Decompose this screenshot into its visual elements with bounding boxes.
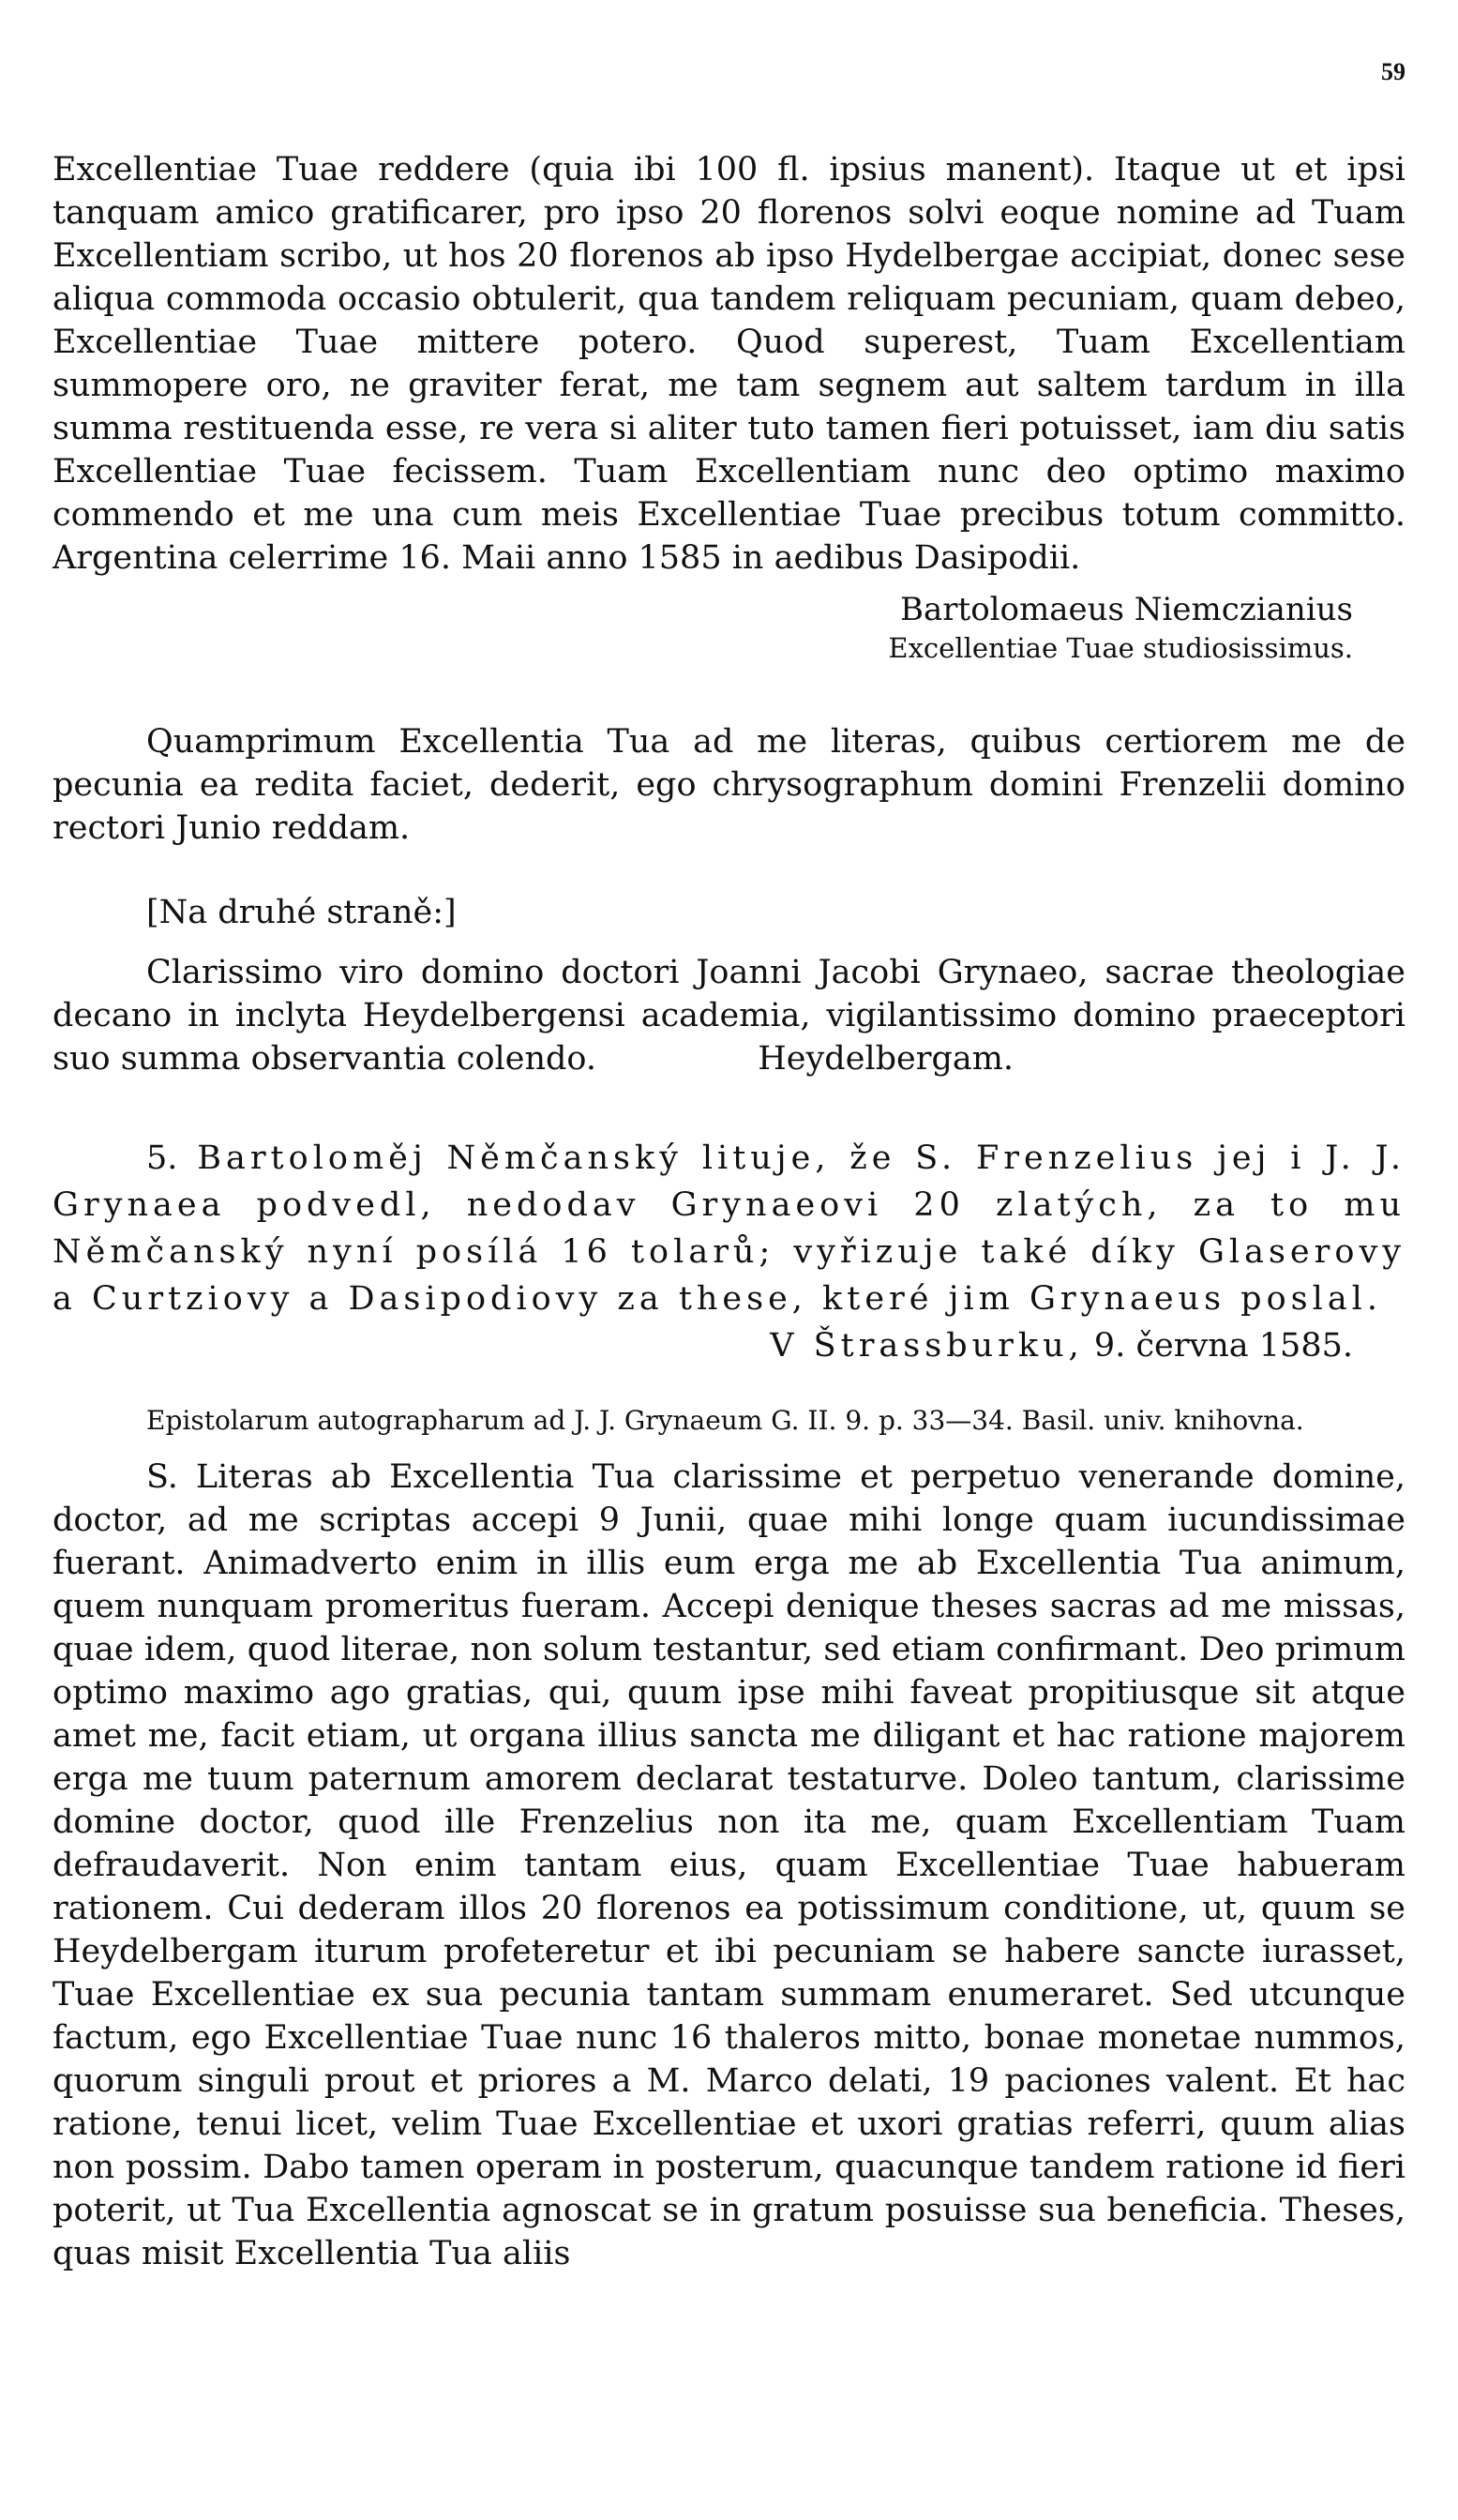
signature-subscription: Excellentiae Tuae studiosissimus. <box>888 632 1353 664</box>
summary-place-date <box>53 1322 1353 1369</box>
summary-date: 9. června 1585. <box>1093 1327 1353 1365</box>
letter-body-paragraph: S. Literas ab Excellentia Tua clarissime et perpetuo venerande domine, doctor, ad me scriptas accepi 9 Junii, quae mihi longe quam iucundissimae fuerant. Animadverto enim in illis eum erga me ab Excellentia Tua animum, quem nunquam promeritus fueram. Accepi denique theses sacras ad me missas, quae idem, quod literae, non solum testantur, sed etiam confirmant. Deo primum optimo maximo ago gratias, qui, quum ipse mihi faveat propitiusque sit atque amet me, facit etiam, ut organa illius sancta me diligant et hac ratione majorem erga me tuum paternum amorem declarat testaturve. Doleo tantum, clarissime domine doctor, quod ille Frenzelius non ita me, quam Excellentiam Tuam defraudaverit. Non enim tantam eius, quam Excellentiae Tuae habueram rationem. Cui dederam illos 20 florenos ea potissimum conditione, ut, quum se Heydelbergam iturum profeteretur et ibi pecuniam se habere sancte iurasset, Tuae Excellentiae ex sua pecunia tantam summam enumeraret. Sed utcunque factum, ego Excellentiae Tuae nunc 16 thaleros mitto, bonae monetae nummos, quorum singuli prout et priores a M. Marco delati, 19 paciones valent. Et hac ratione, tenui licet, velim Tuae Excellentiae et uxori gratias referri, quum alias non possim. Dabo tamen operam in posterum, quacunque tandem ratione id fieri poterit, ut Tua Excellentia agnoscat se in gratum posuisse sua beneficia. Theses, quas misit Excellentia Tua aliis <box>53 1458 1405 2272</box>
reverse-side-label: [Na druhé straně:] <box>146 894 457 931</box>
page-content <box>53 148 1405 2275</box>
page-number: 59 <box>1381 58 1405 85</box>
letter-end-paragraph: Excellentiae Tuae reddere (quia ibi 100 fl. ipsius manent). Itaque ut et ipsi tanquam amico gratificarer, pro ipso 20 florenos solvi eoque nomine ad Tuam Excellentiam scribo, ut hos 20 florenos ab ipso Hydelbergae accipiat, donec sese aliqua commoda occasio obtulerit, qua tandem reliquam pecuniam, quam debeo, Excellentiae Tuae mittere potero. Quod superest, Tuam Excellentiam summopere oro, ne graviter ferat, me tam segnem aut saltem tardum in illa summa restituenda esse, re vera si aliter tuto tamen fieri potuisset, iam diu satis Excellentiae Tuae fecissem. Tuam Excellentiam nunc deo optimo maximo commendo et me una cum meis Excellentiae Tuae precibus totum committo. Argentina celerrime 16. Maii anno 1585 in aedibus Dasipodii. <box>53 151 1405 577</box>
summary-place: V Štrassburku, <box>770 1327 1084 1365</box>
address-text <box>53 951 1405 1080</box>
postscript-paragraph: Quamprimum Excellentia Tua ad me literas, quibus certiorem me de pecunia ea redita faciet, dederit, ego chrysographum domini Frenzelii domino rectori Junio reddam. <box>53 723 1405 847</box>
signature-name: Bartolomaeus Niemczianius <box>900 591 1353 628</box>
summary-block <box>53 1135 1405 1369</box>
address-destination: Heydelbergam. <box>758 1040 1015 1078</box>
address-block <box>53 951 1405 1080</box>
summary-paragraph <box>53 1135 1405 1322</box>
summary-number: 5. <box>146 1139 178 1177</box>
source-citation: Epistolarum autographarum ad J. J. Grynaeum G. II. 9. p. 33—34. Basil. univ. knihovna. <box>146 1405 1304 1436</box>
summary-text: Bartoloměj Němčanský lituje, že S. Frenzelius jej i J. J. Grynaea podvedl, nedodav Grynaeovi 20 zlatých, za to mu Němčanský nyní posílá 16 tolarů; vyřizuje také díky Glaserovy a Curtziovy a Dasipodiovy za these, které jim Grynaeus poslal. <box>53 1139 1405 1318</box>
address-body: Clarissimo viro domino doctori Joanni Jacobi Grynaeo, sacrae theologiae decano in inclyta Heydelbergensi academia, vigilantissimo domino praeceptori suo summa observantia colendo. <box>53 954 1405 1078</box>
